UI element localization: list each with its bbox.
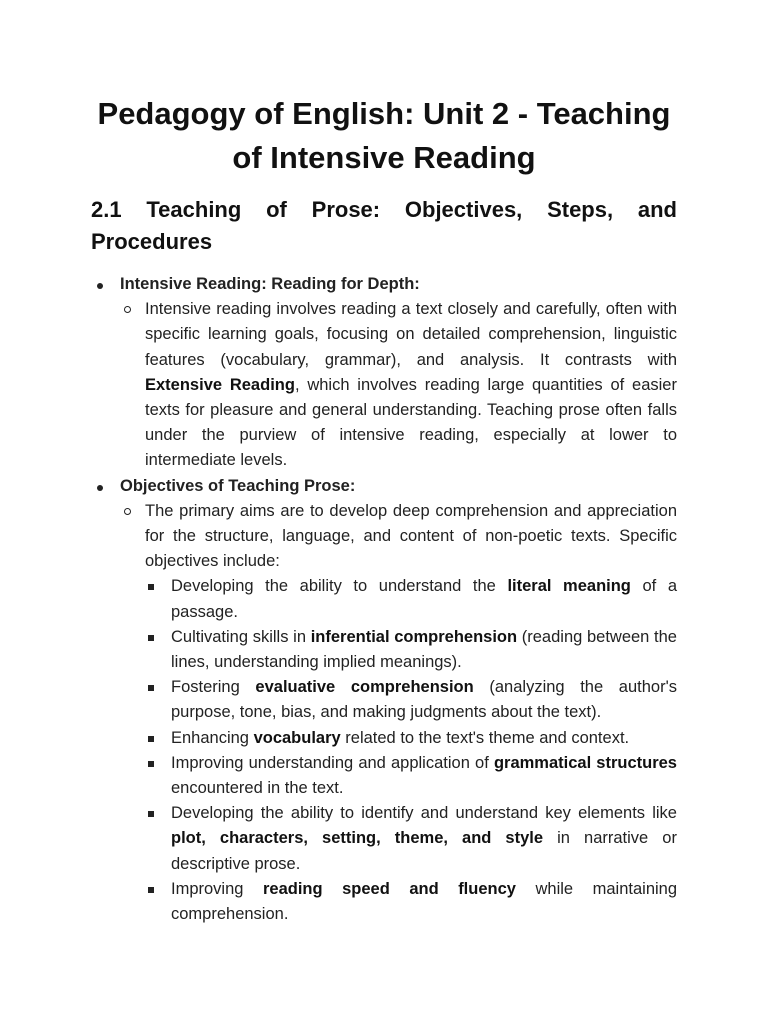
- document-title: Pedagogy of English: Unit 2 - Teaching of Intensive Reading: [97, 96, 671, 175]
- square-bullet-icon: [148, 736, 154, 742]
- item-text: (analyzing the author's purpose, tone, bias, and making judgments about the text).: [171, 678, 677, 722]
- sub-list-item: [120, 297, 677, 473]
- bold-term: evaluative comprehension: [255, 678, 474, 697]
- bold-term: reading speed and fluency: [262, 879, 516, 898]
- item-text: Improving: [171, 879, 263, 898]
- item-text: encountered in the text.: [171, 779, 344, 798]
- sub-bullet-list: [120, 499, 677, 927]
- item-text: while maintaining comprehension.: [171, 879, 678, 924]
- paragraph-text: , which involves reading large quantities of easier texts for pleasure and general understanding. Teaching prose often falls under the purview of intensive reading, especially at lower to intermediate levels.: [145, 375, 677, 470]
- item-text: Developing the ability to identify and understand key elements like: [171, 804, 677, 823]
- section-heading: 2.1 Teaching of Prose: Objectives, Steps, and Procedures: [91, 197, 677, 254]
- list-item: [145, 801, 677, 877]
- list-item: [145, 625, 677, 675]
- paragraph-text: Intensive reading involves reading a text closely and carefully, often with specific learning goals, focusing on detailed comprehension, linguistic features (vocabulary, grammar), and analysis. It contrasts with: [145, 300, 677, 369]
- square-bullet-icon: [148, 635, 154, 641]
- bullet-heading: Intensive Reading: Reading for Depth:: [120, 275, 420, 293]
- item-text: Improving understanding and application of: [171, 753, 494, 772]
- item-text: of a passage.: [171, 577, 677, 621]
- item-text: related to the text's theme and context.: [340, 728, 630, 747]
- filled-circle-bullet-icon: [97, 283, 103, 289]
- list-item: [145, 726, 677, 751]
- filled-circle-bullet-icon: [97, 485, 103, 491]
- hollow-circle-bullet-icon: [124, 306, 131, 313]
- paragraph-text: The primary aims are to develop deep comprehension and appreciation for the structure, language, and content of non-poetic texts. Specific objectives include:: [145, 501, 677, 571]
- list-item: [145, 675, 677, 725]
- hollow-circle-bullet-icon: [124, 508, 131, 515]
- list-item: [145, 877, 677, 927]
- list-item-intensive-reading: [91, 272, 677, 474]
- item-text: Developing the ability to understand the: [171, 577, 508, 596]
- item-text: Enhancing: [171, 728, 254, 747]
- list-item-objectives: [91, 474, 677, 928]
- square-bullet-icon: [148, 887, 154, 893]
- bold-term: inferential comprehension: [310, 627, 518, 646]
- square-bullet-icon: [148, 584, 154, 590]
- item-text: Fostering: [171, 678, 256, 697]
- objectives-list: [145, 574, 677, 927]
- bold-term: vocabulary: [253, 728, 341, 747]
- bold-term: Extensive Reading: [145, 375, 295, 394]
- bold-term: plot, characters, setting, theme, and style: [171, 829, 544, 848]
- sub-bullet-list: [120, 297, 677, 473]
- square-bullet-icon: [148, 685, 154, 691]
- sub-list-item: [120, 499, 677, 927]
- bold-term: grammatical structures: [493, 753, 677, 772]
- list-item: [145, 751, 677, 801]
- bullet-heading: Objectives of Teaching Prose:: [120, 476, 356, 495]
- square-bullet-icon: [148, 761, 154, 767]
- square-bullet-icon: [148, 811, 154, 817]
- item-text: (reading between the lines, understanding implied meanings).: [171, 627, 677, 672]
- item-text: in narrative or descriptive prose.: [171, 829, 677, 873]
- main-bullet-list: [91, 272, 677, 927]
- list-item: [145, 574, 677, 624]
- bold-term: literal meaning: [507, 577, 631, 596]
- item-text: Cultivating skills in: [171, 627, 311, 646]
